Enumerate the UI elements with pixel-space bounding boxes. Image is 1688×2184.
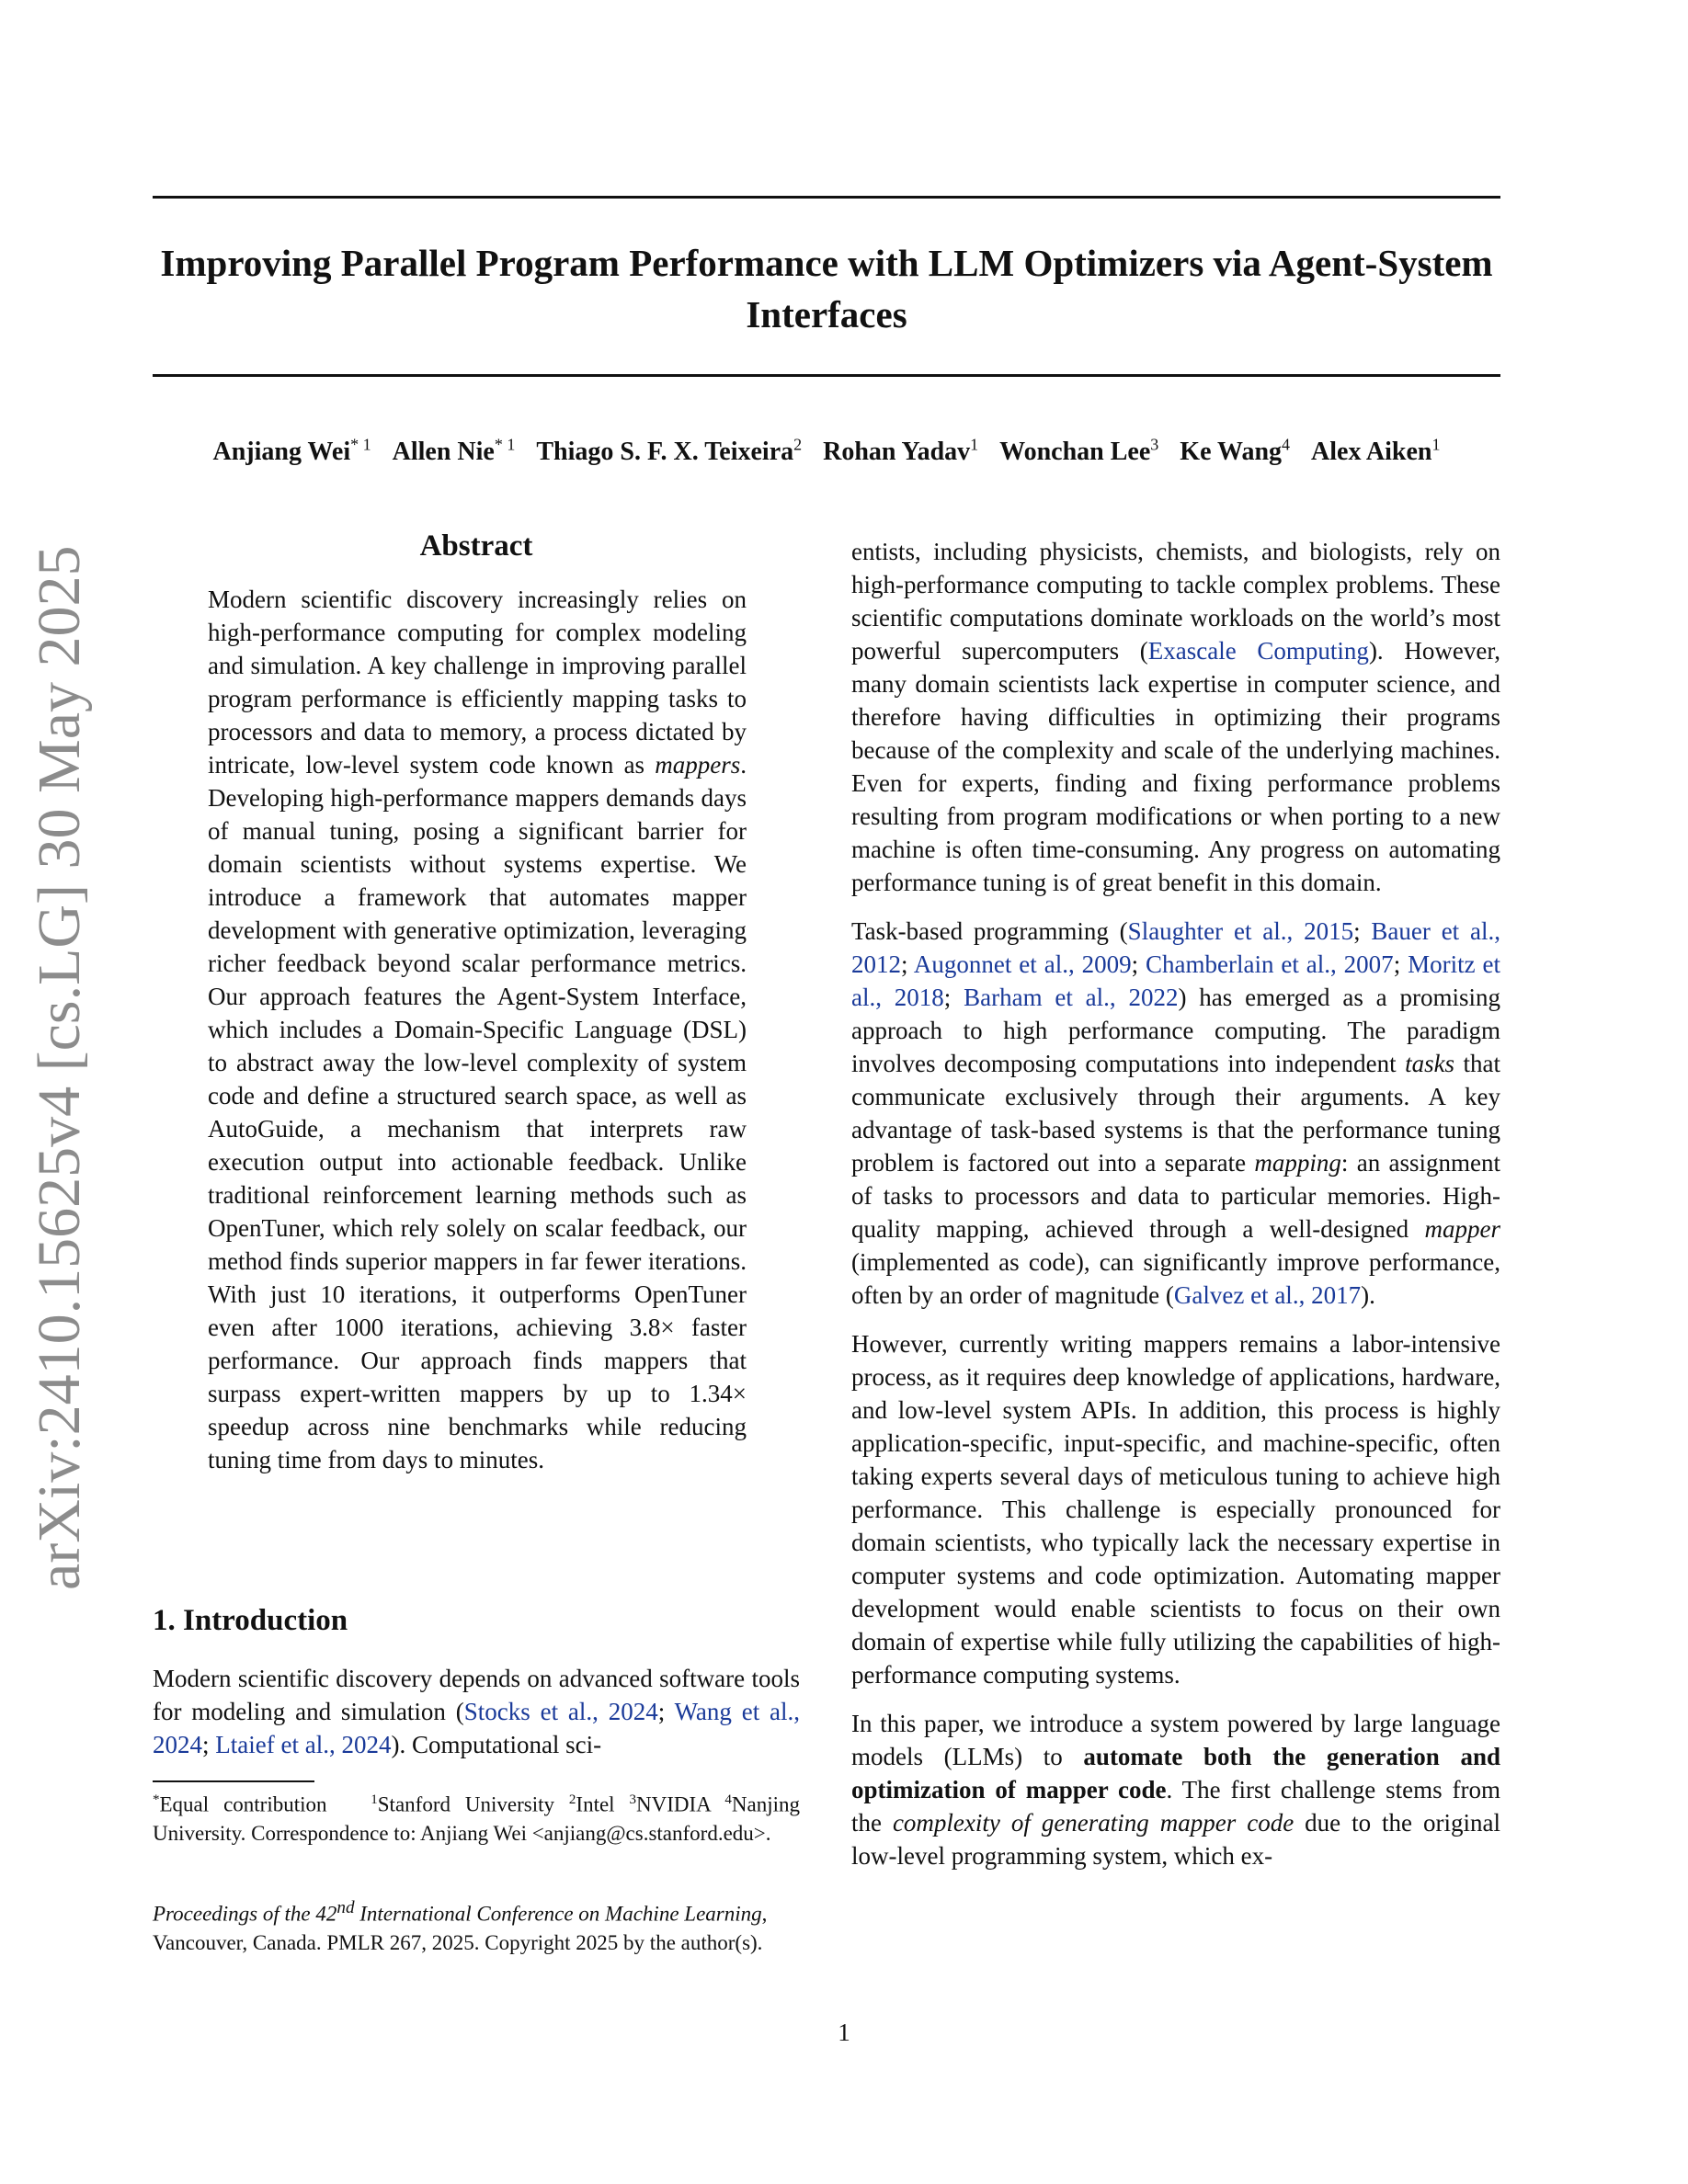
author: Thiago S. F. X. Teixeira$^2$ [536,436,803,467]
footnote-rule [153,1780,314,1782]
paragraph: However, currently writing mappers remains a labor-intensive process, as it requires deep knowledge of applications, hardware, and low-level system APIs. In addition, this process is highly application-specific, input-specific, and machine-specific, often taking experts several days of meticulous tuning to achieve high performance. This challenge is especially pronounced for domain scientists, who typically lack the necessary expertise in computer systems and code optimization. Automating mapper development would enable scientists to focus on their own domain of expertise while fully utilizing the capabilities of high-performance computing systems. [851,1330,1500,1689]
proceedings-note: Proceedings of the 42nd International Conference on Machine Learning, Vancouver, Canada. PMLR 267, 2025. Copyright 2025 by the author(s). [153,1898,768,1954]
author: Rohan Yadav$^1$ [823,436,979,467]
citation-link[interactable]: Barham et al., 2022 [964,984,1179,1011]
author: Wonchan Lee$^3$ [999,436,1159,467]
section-heading-introduction: 1. Introduction [153,1604,348,1637]
abstract-heading: Abstract [419,529,533,563]
author-list [153,436,1500,467]
right-column [851,535,1500,1888]
paragraph: entists, including physicists, chemists, and biologists, rely on high-performance computing to tackle complex problems. These scientific computations dominate workloads on the world’s most powerful supercomputers (Exascale Computing). However, many domain scientists lack expertise in computer science, and therefore having difficulties in optimizing their programs because of the complexity and scale of the underlying machines. Even for experts, finding and fixing performance problems resulting from program modifications or when porting to a new machine is often time-consuming. Any progress on automating performance tuning is of great benefit in this domain. [851,538,1500,896]
citation-link[interactable]: Exascale Computing [1147,637,1369,665]
citation-link[interactable]: Ltaief et al., 2024 [215,1731,392,1758]
paragraph: In this paper, we introduce a system powered by large language models (LLMs) to automate both the generation and optimization of mapper code. The first challenge stems from the complexity of generating mapper code due to the original low-level programming system, which ex- [851,1710,1500,1870]
citation-link[interactable]: Augonnet et al., 2009 [913,950,1132,978]
intro-paragraph: Modern scientific discovery depends on advanced software tools for modeling and simulation (Stocks et al., 2024; Wang et al., 2024; Ltaief et al., 2024). Computational sci- [153,1665,801,1758]
title-bottom-rule [153,374,1500,377]
paragraph: Task-based programming (Slaughter et al., 2015; Bauer et al., 2012; Augonnet et al., 2009; Chamberlain et al., 2007; Moritz et al., 2018; Barham et al., 2022) has emerged as a promising approach to high performance computing. The paradigm involves decomposing computations into independent tasks that communicate exclusively through their arguments. A key advantage of task-based systems is that the performance tuning problem is factored out into a separate mapping: an assignment of tasks to processors and data to particular memories. High-quality mapping, achieved through a well-designed mapper (implemented as code), can significantly improve performance, often by an order of magnitude (Galvez et al., 2017). [851,917,1500,1309]
author: Allen Nie$^{* 1}$ [392,436,516,467]
citation-link[interactable]: Wang et al., 2024 [153,1698,801,1758]
citation-link[interactable]: Bauer et al., 2012 [851,917,1500,978]
abstract-body: Modern scientific discovery increasingly relies on high-performance computing for complex modeling and simulation. A key challenge in improving parallel program performance is efficiently mapping tasks to processors and data to memory, a process dictated by intricate, low-level system code known as mappers. Developing high-performance mappers demands days of manual tuning, posing a significant barrier for domain scientists without systems expertise. We introduce a framework that automates mapper development with generative optimization, leveraging richer feedback beyond scalar performance metrics. Our approach features the Agent-System Interface, which includes a Domain-Specific Language (DSL) to abstract away the low-level complexity of system code and define a structured search space, as well as AutoGuide, a mechanism that interprets raw execution output into actionable feedback. Unlike traditional reinforcement learning methods such as OpenTuner, which rely solely on scalar feedback, our method finds superior mappers in far fewer iterations. With just 10 iterations, it outperforms OpenTuner even after 1000 iterations, achieving 3.8× faster performance. Our approach finds mappers that surpass expert-written mappers by up to 1.34× speedup across nine benchmarks while reducing tuning time from days to minutes. [208,586,747,1473]
citation-link[interactable]: Stocks et al., 2024 [463,1698,658,1725]
title-top-rule [153,196,1500,199]
citation-link[interactable]: Moritz et al., 2018 [851,950,1500,1011]
author: Anjiang Wei$^{* 1}$ [212,436,371,467]
author: Alex Aiken$^1$ [1311,436,1441,467]
citation-link[interactable]: Chamberlain et al., 2007 [1146,950,1394,978]
page-number: 1 [838,2019,850,2046]
author: Ke Wang$^4$ [1180,436,1291,467]
citation-link[interactable]: Slaughter et al., 2015 [1127,917,1354,945]
arxiv-identifier: arXiv:2410.15625v4 [cs.LG] 30 May 2025 [26,545,93,1590]
paper-title: Improving Parallel Program Performance with LLM Optimizers via Agent-System Interfaces [160,242,1493,336]
citation-link[interactable]: Galvez et al., 2017 [1173,1281,1362,1309]
affiliations-footnote: *Equal contribution $^1$Stanford University $^2$Intel $^3$NVIDIA $^4$Nanjing University. Correspondence to: Anjiang Wei <anjiang@cs.stanford.edu>. [153,1792,801,1845]
